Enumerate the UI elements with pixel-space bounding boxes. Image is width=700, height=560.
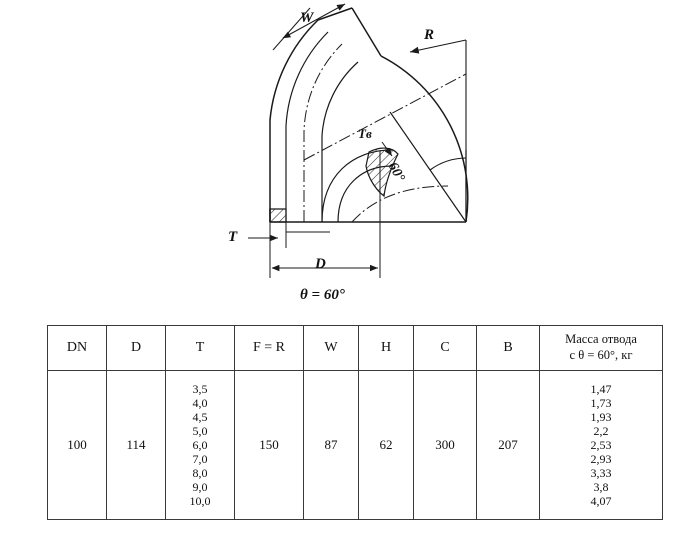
wall-thickness-value: 6,0 [192,437,208,452]
cell-d: 114 [107,371,166,520]
label-t: T [228,229,238,245]
label-w: W [300,10,314,26]
mass-value: 1,73 [590,395,612,410]
table-head [48,326,663,371]
wall-thickness-value: 4,0 [192,395,208,410]
table-row [48,371,663,520]
cell-t-list [166,371,235,520]
mass-value: 2,53 [590,437,612,452]
cell-h: 62 [359,371,414,520]
wall-thickness-value: 10,0 [189,494,211,509]
header-f-r: F = R [235,326,304,371]
mass-value: 3,8 [593,480,609,495]
header-t: T [166,326,235,371]
cell-b: 207 [477,371,540,520]
label-tv: Tв [358,126,372,141]
wall-thickness-value: 5,0 [192,423,208,438]
mass-value: 2,2 [593,423,609,438]
table-header-row [48,326,663,371]
section-hatching-left [270,209,286,222]
cell-c: 300 [414,371,477,520]
wall-thickness-value: 9,0 [192,480,208,495]
spec-table-wrapper [47,325,653,520]
header-h: H [359,326,414,371]
label-r: R [424,27,435,43]
header-b: B [477,326,540,371]
cell-dn: 100 [48,371,107,520]
mass-value: 3,33 [590,466,612,481]
mass-value: 4,07 [590,494,612,509]
cell-w: 87 [304,371,359,520]
label-theta: θ = 60° [300,287,345,303]
header-mass [540,326,663,371]
header-w: W [304,326,359,371]
radius-dimension [410,40,466,222]
header-d: D [107,326,166,371]
wall-thickness-value: 7,0 [192,452,208,467]
wall-thickness-value: 4,5 [192,409,208,424]
cell-mass-list [540,371,663,520]
label-d: D [315,256,326,272]
t-dimension [248,222,286,248]
center-axis-lines [304,44,466,222]
header-c: C [414,326,477,371]
mass-value: 1,47 [590,381,612,396]
label-angle: 60° [384,160,408,185]
mass-value: 1,93 [590,409,612,424]
t-values-stack [166,382,234,508]
elbow-outline [270,8,468,222]
elbow-inner-lines [286,32,392,222]
header-mass-line1: Масса отвода [565,332,637,347]
mass-values-stack [540,382,662,508]
mass-value: 2,93 [590,452,612,467]
cell-f-r: 150 [235,371,304,520]
elbow-spec-table [47,325,663,520]
header-mass-line2: с θ = 60°, кг [569,348,633,362]
table-body [48,371,663,520]
header-dn: DN [48,326,107,371]
wall-thickness-value: 8,0 [192,466,208,481]
wall-thickness-value: 3,5 [192,381,208,396]
